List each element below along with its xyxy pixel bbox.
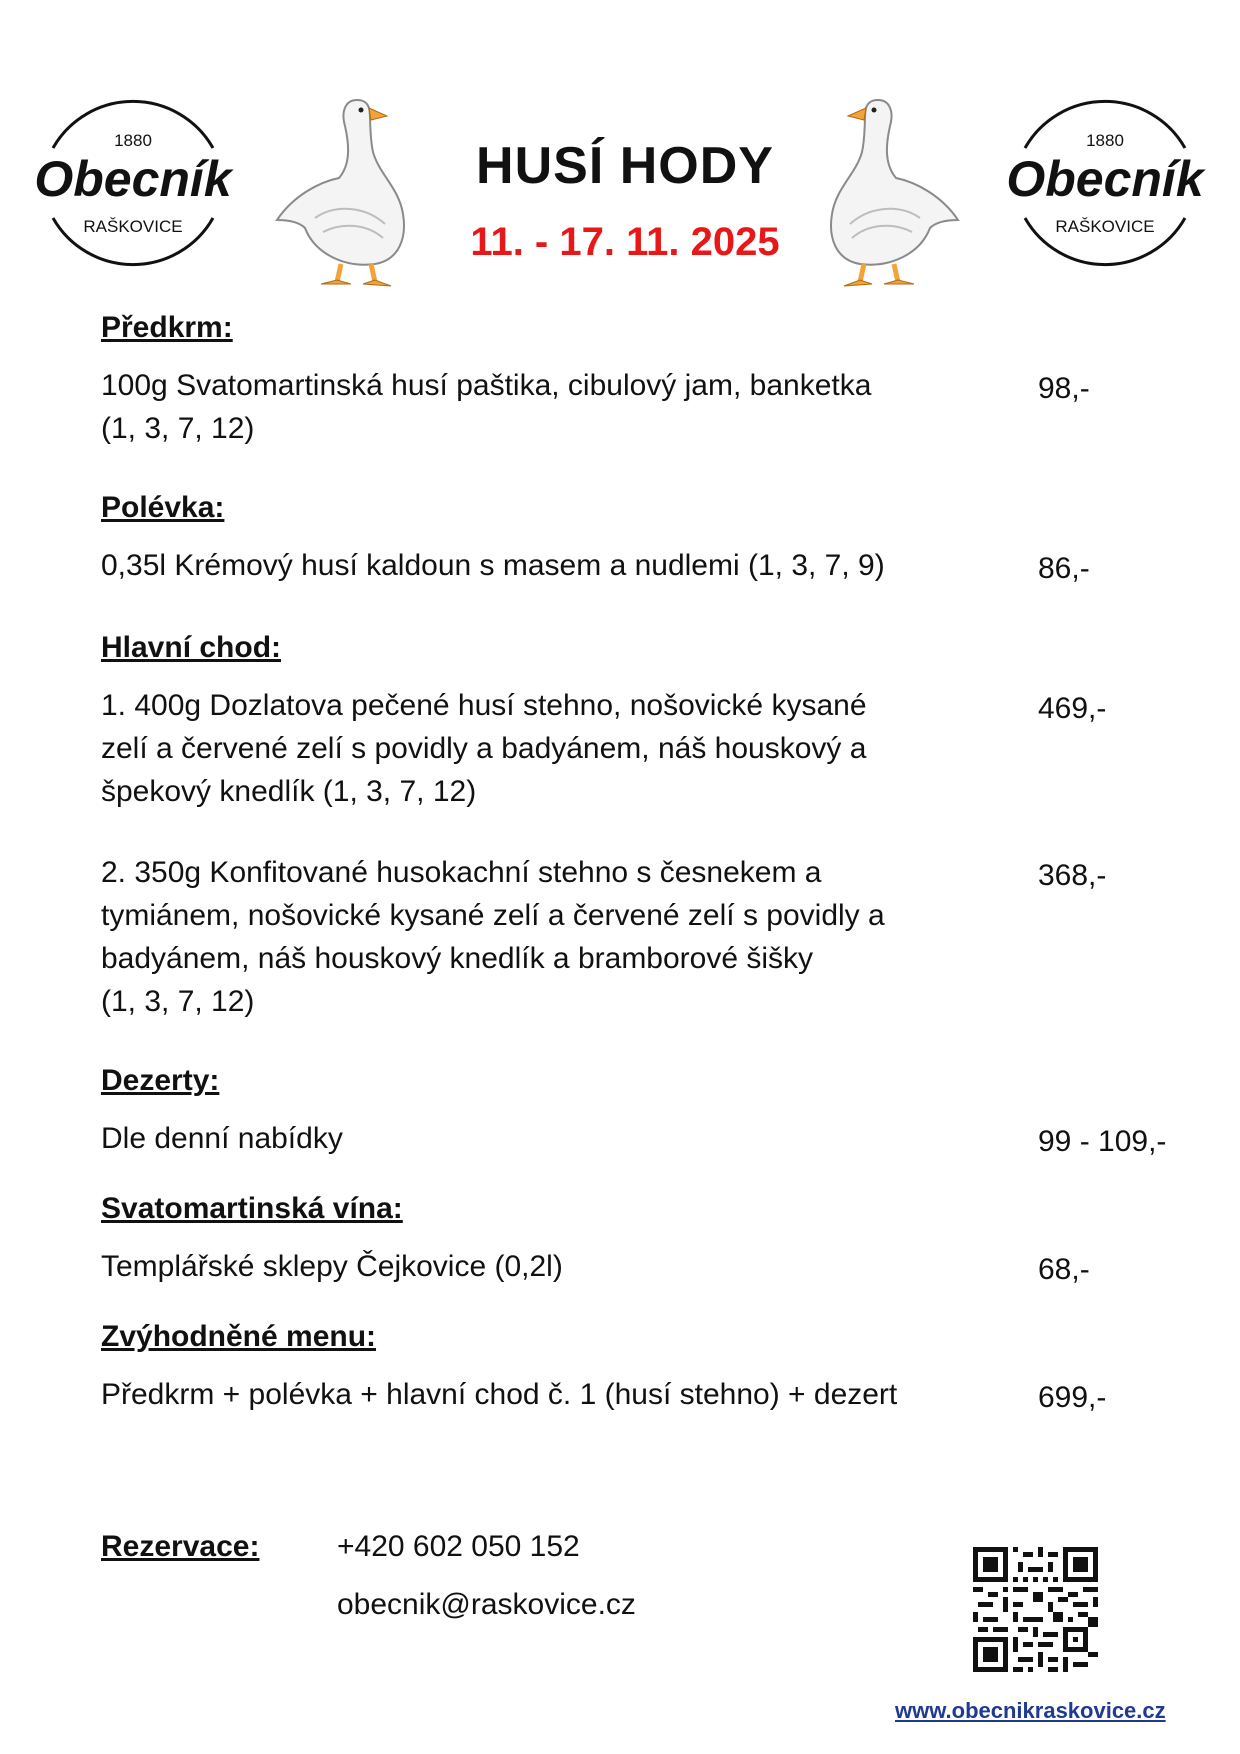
goose-illustration-left <box>275 78 425 293</box>
logo-name: Obecník <box>34 151 232 207</box>
logo-name: Obecník <box>1006 151 1204 207</box>
section-heading-polevka: Polévka: <box>101 491 225 524</box>
menu-item-zvyhodnene-menu <box>101 1373 1201 1419</box>
logo-year: 1880 <box>114 131 152 150</box>
item-description: 2. 350g Konfitované husokachní stehno s česnekem a tymiánem, nošovické kysané zelí a červené zelí s povidly a badyánem, náš houskový knedlík a bramborové šišky (1, 3, 7, 12) <box>101 856 885 1018</box>
item-price: 86,- <box>1038 552 1090 585</box>
item-description: Dle denní nabídky <box>101 1122 343 1155</box>
menu-item-dezert <box>101 1117 1201 1163</box>
reservation-label: Rezervace: <box>101 1530 260 1563</box>
item-price: 368,- <box>1038 859 1107 892</box>
menu-item-husi-stehno <box>101 684 1201 813</box>
logo-year: 1880 <box>1086 131 1124 150</box>
section-heading-vina: Svatomartinská vína: <box>101 1192 403 1225</box>
item-price: 68,- <box>1038 1253 1090 1286</box>
section-heading-predkrm: Předkrm: <box>101 311 233 344</box>
logo-place: RAŠKOVICE <box>83 217 183 236</box>
item-price: 469,- <box>1038 692 1107 725</box>
logo-right <box>1000 78 1210 288</box>
menu-item-pastika <box>101 364 1201 450</box>
section-heading-dezerty: Dezerty: <box>101 1064 220 1097</box>
reservation-email[interactable]: obecnik@raskovice.cz <box>337 1588 636 1621</box>
section-heading-menu: Zvýhodněné menu: <box>101 1320 377 1353</box>
logo-left <box>28 78 238 288</box>
item-description: Templářské sklepy Čejkovice (0,2l) <box>101 1250 563 1283</box>
goose-illustration-right <box>810 78 960 293</box>
menu-item-kaldoun <box>101 544 1201 590</box>
qr-code <box>973 1547 1098 1672</box>
item-price: 98,- <box>1038 372 1090 405</box>
item-price: 99 - 109,- <box>1038 1125 1167 1158</box>
logo-place: RAŠKOVICE <box>1055 217 1155 236</box>
item-description: 100g Svatomartinská husí paštika, cibulový jam, banketka (1, 3, 7, 12) <box>101 369 872 445</box>
item-description: 1. 400g Dozlatova pečené husí stehno, nošovické kysané zelí a červené zelí s povidly a badyánem, náš houskový a špekový knedlík (1, 3, 7, 12) <box>101 689 867 808</box>
item-description: Předkrm + polévka + hlavní chod č. 1 (husí stehno) + dezert <box>101 1378 898 1411</box>
website-link[interactable]: www.obecnikraskovice.cz <box>895 1698 1166 1723</box>
event-dates: 11. - 17. 11. 2025 <box>470 220 780 264</box>
item-price: 699,- <box>1038 1381 1107 1414</box>
section-heading-hlavni: Hlavní chod: <box>101 631 282 664</box>
item-description: 0,35l Krémový husí kaldoun s masem a nudlemi (1, 3, 7, 9) <box>101 549 885 582</box>
menu-list <box>101 310 1201 1419</box>
menu-item-husokachni-stehno <box>101 851 1201 1023</box>
menu-item-vino <box>101 1245 1201 1291</box>
reservation-phone[interactable]: +420 602 050 152 <box>337 1530 580 1563</box>
page-title: HUSÍ HODY <box>476 137 774 195</box>
